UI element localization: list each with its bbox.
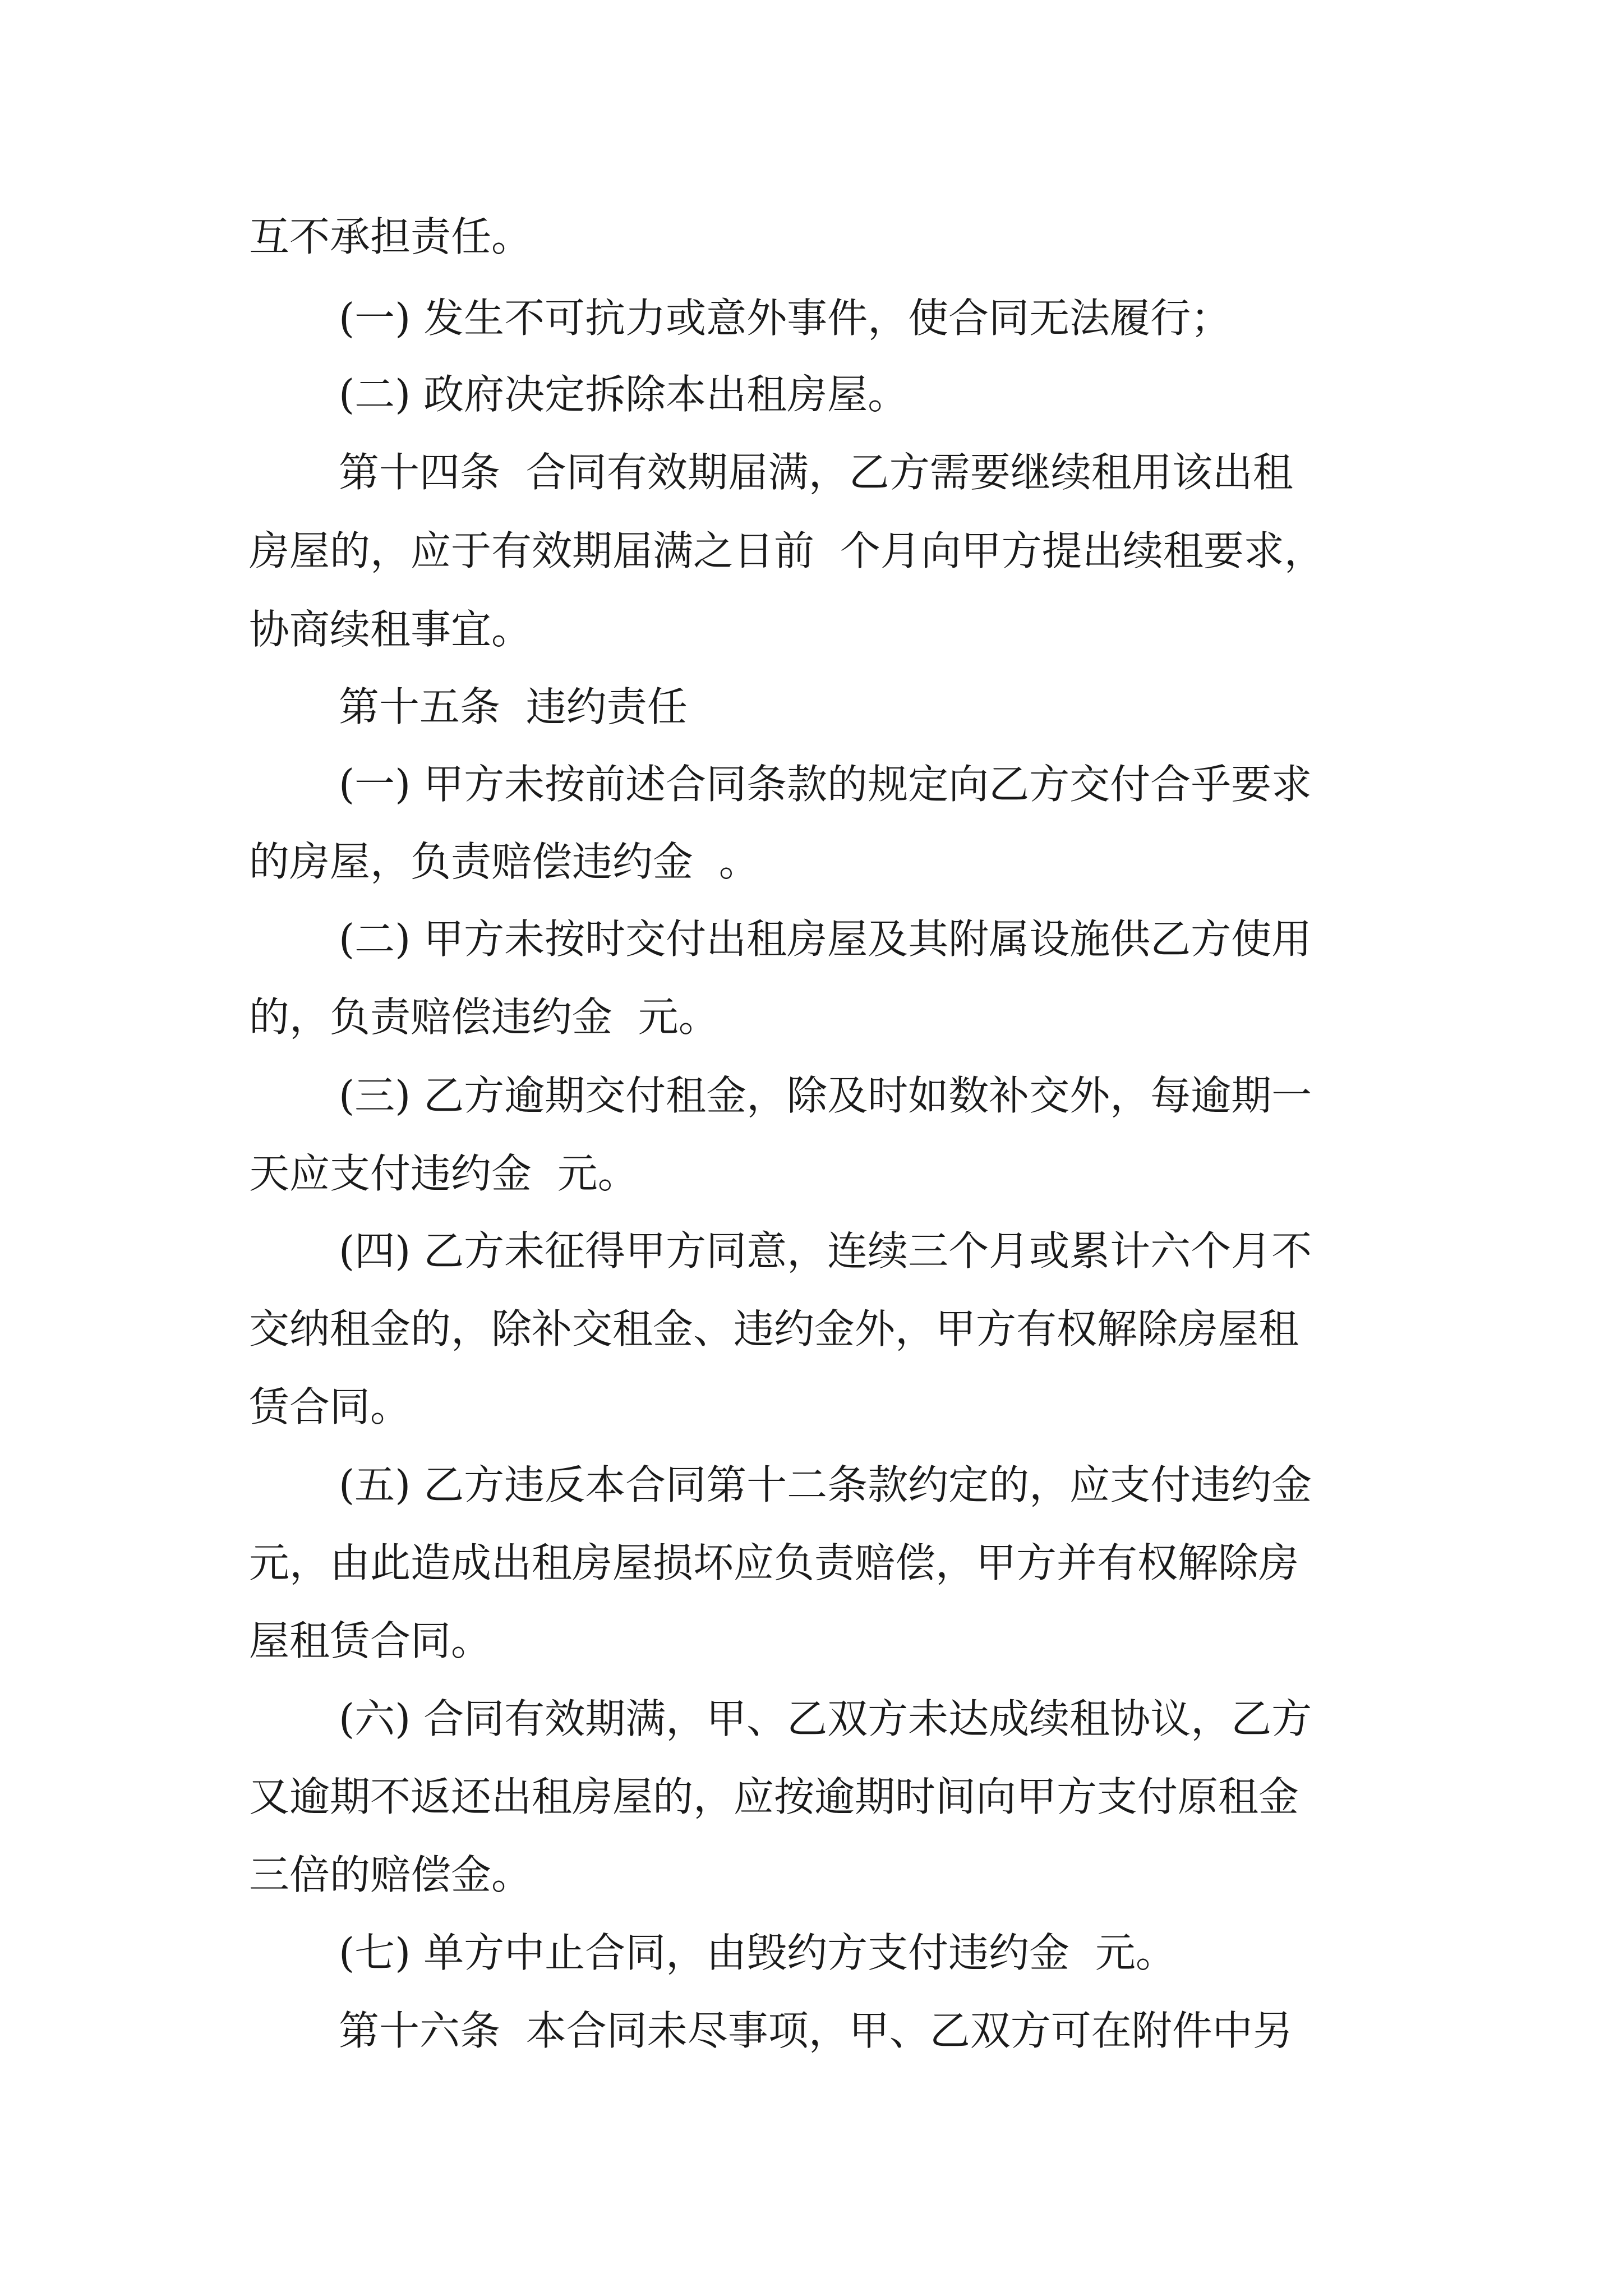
text-line: (六) 合同有效期满，甲、乙双方未达成续租协议，乙方 bbox=[339, 1695, 1312, 1742]
text-line: (一) 甲方未按前述合同条款的规定向乙方交付合乎要求 bbox=[339, 761, 1312, 808]
text-line: 天应支付违约金 元。 bbox=[249, 1150, 638, 1197]
text-line: 交纳租金的，除补交租金、违约金外，甲方有权解除房屋租 bbox=[249, 1305, 1299, 1352]
text-line: 赁合同。 bbox=[249, 1383, 411, 1430]
text-line: 第十五条 违约责任 bbox=[339, 683, 688, 730]
text-line: (二) 政府决定拆除本出租房屋。 bbox=[339, 371, 909, 418]
text-line: 协商续租事宜。 bbox=[249, 606, 532, 653]
text-line: 第十四条 合同有效期届满，乙方需要继续租用该出租 bbox=[339, 449, 1293, 496]
text-line: 元，由此造成出租房屋损坏应负责赔偿，甲方并有权解除房 bbox=[249, 1539, 1299, 1586]
text-line: (五) 乙方违反本合同第十二条款约定的，应支付违约金 bbox=[339, 1461, 1312, 1508]
text-line: 的，负责赔偿违约金 元。 bbox=[249, 993, 719, 1041]
text-line: 屋租赁合同。 bbox=[249, 1617, 492, 1664]
text-line: (一) 发生不可抗力或意外事件，使合同无法履行； bbox=[339, 295, 1232, 342]
text-line: (二) 甲方未按时交付出租房屋及其附属设施供乙方使用 bbox=[339, 915, 1312, 963]
text-line: (三) 乙方逾期交付租金，除及时如数补交外，每逾期一 bbox=[339, 1072, 1312, 1119]
text-line: (四) 乙方未征得甲方同意，连续三个月或累计六个月不 bbox=[339, 1227, 1312, 1274]
text-line: 第十六条 本合同未尽事项，甲、乙双方可在附件中另 bbox=[339, 2007, 1293, 2054]
text-line: 房屋的，应于有效期届满之日前 个月向甲方提出续租要求， bbox=[249, 527, 1325, 574]
text-line: (七) 单方中止合同，由毁约方支付违约金 元。 bbox=[339, 1929, 1176, 1976]
text-line: 互不承担责任。 bbox=[249, 213, 532, 260]
text-line: 三倍的赔偿金。 bbox=[249, 1851, 532, 1898]
text-line: 又逾期不返还出租房屋的，应按逾期时间向甲方支付原租金 bbox=[249, 1773, 1299, 1820]
text-line: 的房屋，负责赔偿违约金 。 bbox=[249, 838, 759, 885]
